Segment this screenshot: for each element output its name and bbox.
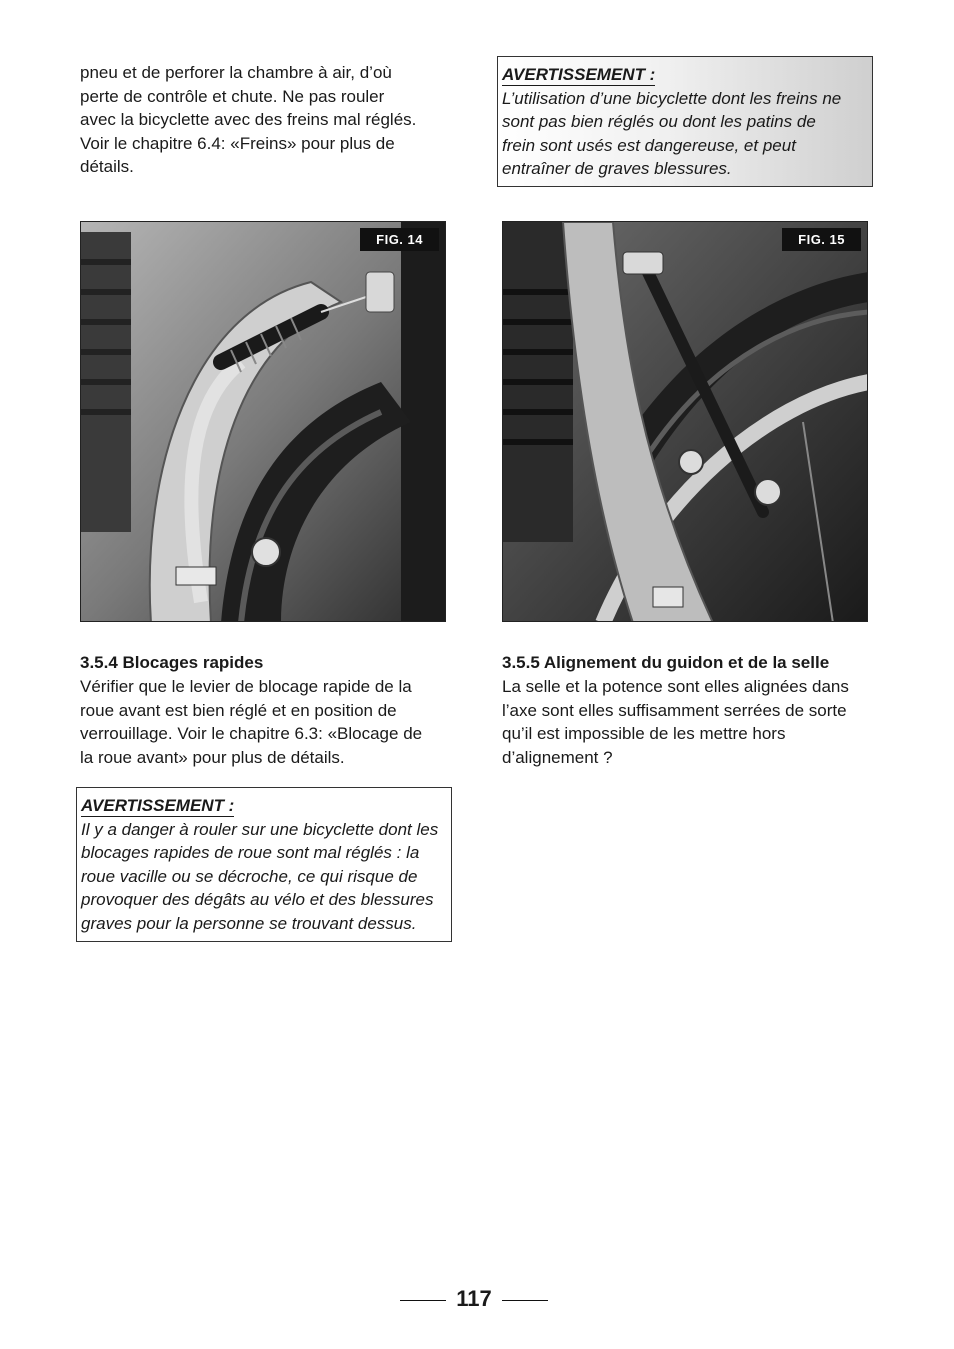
warning-box-quick-release xyxy=(76,787,452,942)
brake-photo-illustration xyxy=(503,222,868,622)
warning-title: AVERTISSEMENT : xyxy=(81,796,235,815)
brake-photo-illustration xyxy=(81,222,446,622)
page-number-footer xyxy=(400,1284,548,1314)
section-354-heading: 3.5.4 Blocages rapides xyxy=(80,653,264,672)
rule-right xyxy=(502,1300,548,1301)
figure-label: FIG. 15 xyxy=(782,228,861,251)
intro-paragraph: pneu et de perforer la chambre à air, d’où perte de contrôle et chute. Ne pas rouler avec la bicyclette avec des freins mal réglés. Voir le chapitre 6.4: «Freins» pour plus de détails. xyxy=(80,63,417,176)
warning-title: AVERTISSEMENT : xyxy=(502,65,656,84)
warning-text: Il y a danger à rouler sur une bicyclette dont les blocages rapides de roue sont mal réglés : la roue vacille ou se décroche, ce qui risque de provoquer des dégâts au vélo et des blessures graves pour la personne se trouvant dessus. xyxy=(81,819,439,933)
rule-left xyxy=(400,1300,446,1301)
figure-label: FIG. 14 xyxy=(360,228,439,251)
section-354-body: Vérifier que le levier de blocage rapide de la roue avant est bien réglé et en position de verrouillage. Voir le chapitre 6.3: «Blocage de la roue avant» pour plus de détails. xyxy=(80,677,423,767)
section-355-body: La selle et la potence sont elles alignées dans l’axe sont elles suffisamment serrées de sorte qu’il est impossible de les mettre hors d’alignement ? xyxy=(502,677,849,767)
figure-15-brake-photo xyxy=(502,221,868,622)
warning-text: L’utilisation d’une bicyclette dont les freins ne sont pas bien réglés ou dont les patins de frein sont usés est dangereuse, et peut entraîner de graves blessures. xyxy=(502,88,842,178)
figure-14-brake-photo xyxy=(80,221,446,622)
page-number: 117 xyxy=(456,1286,492,1311)
section-355-heading: 3.5.5 Alignement du guidon et de la selle xyxy=(502,653,830,672)
warning-box-brakes xyxy=(497,56,873,187)
